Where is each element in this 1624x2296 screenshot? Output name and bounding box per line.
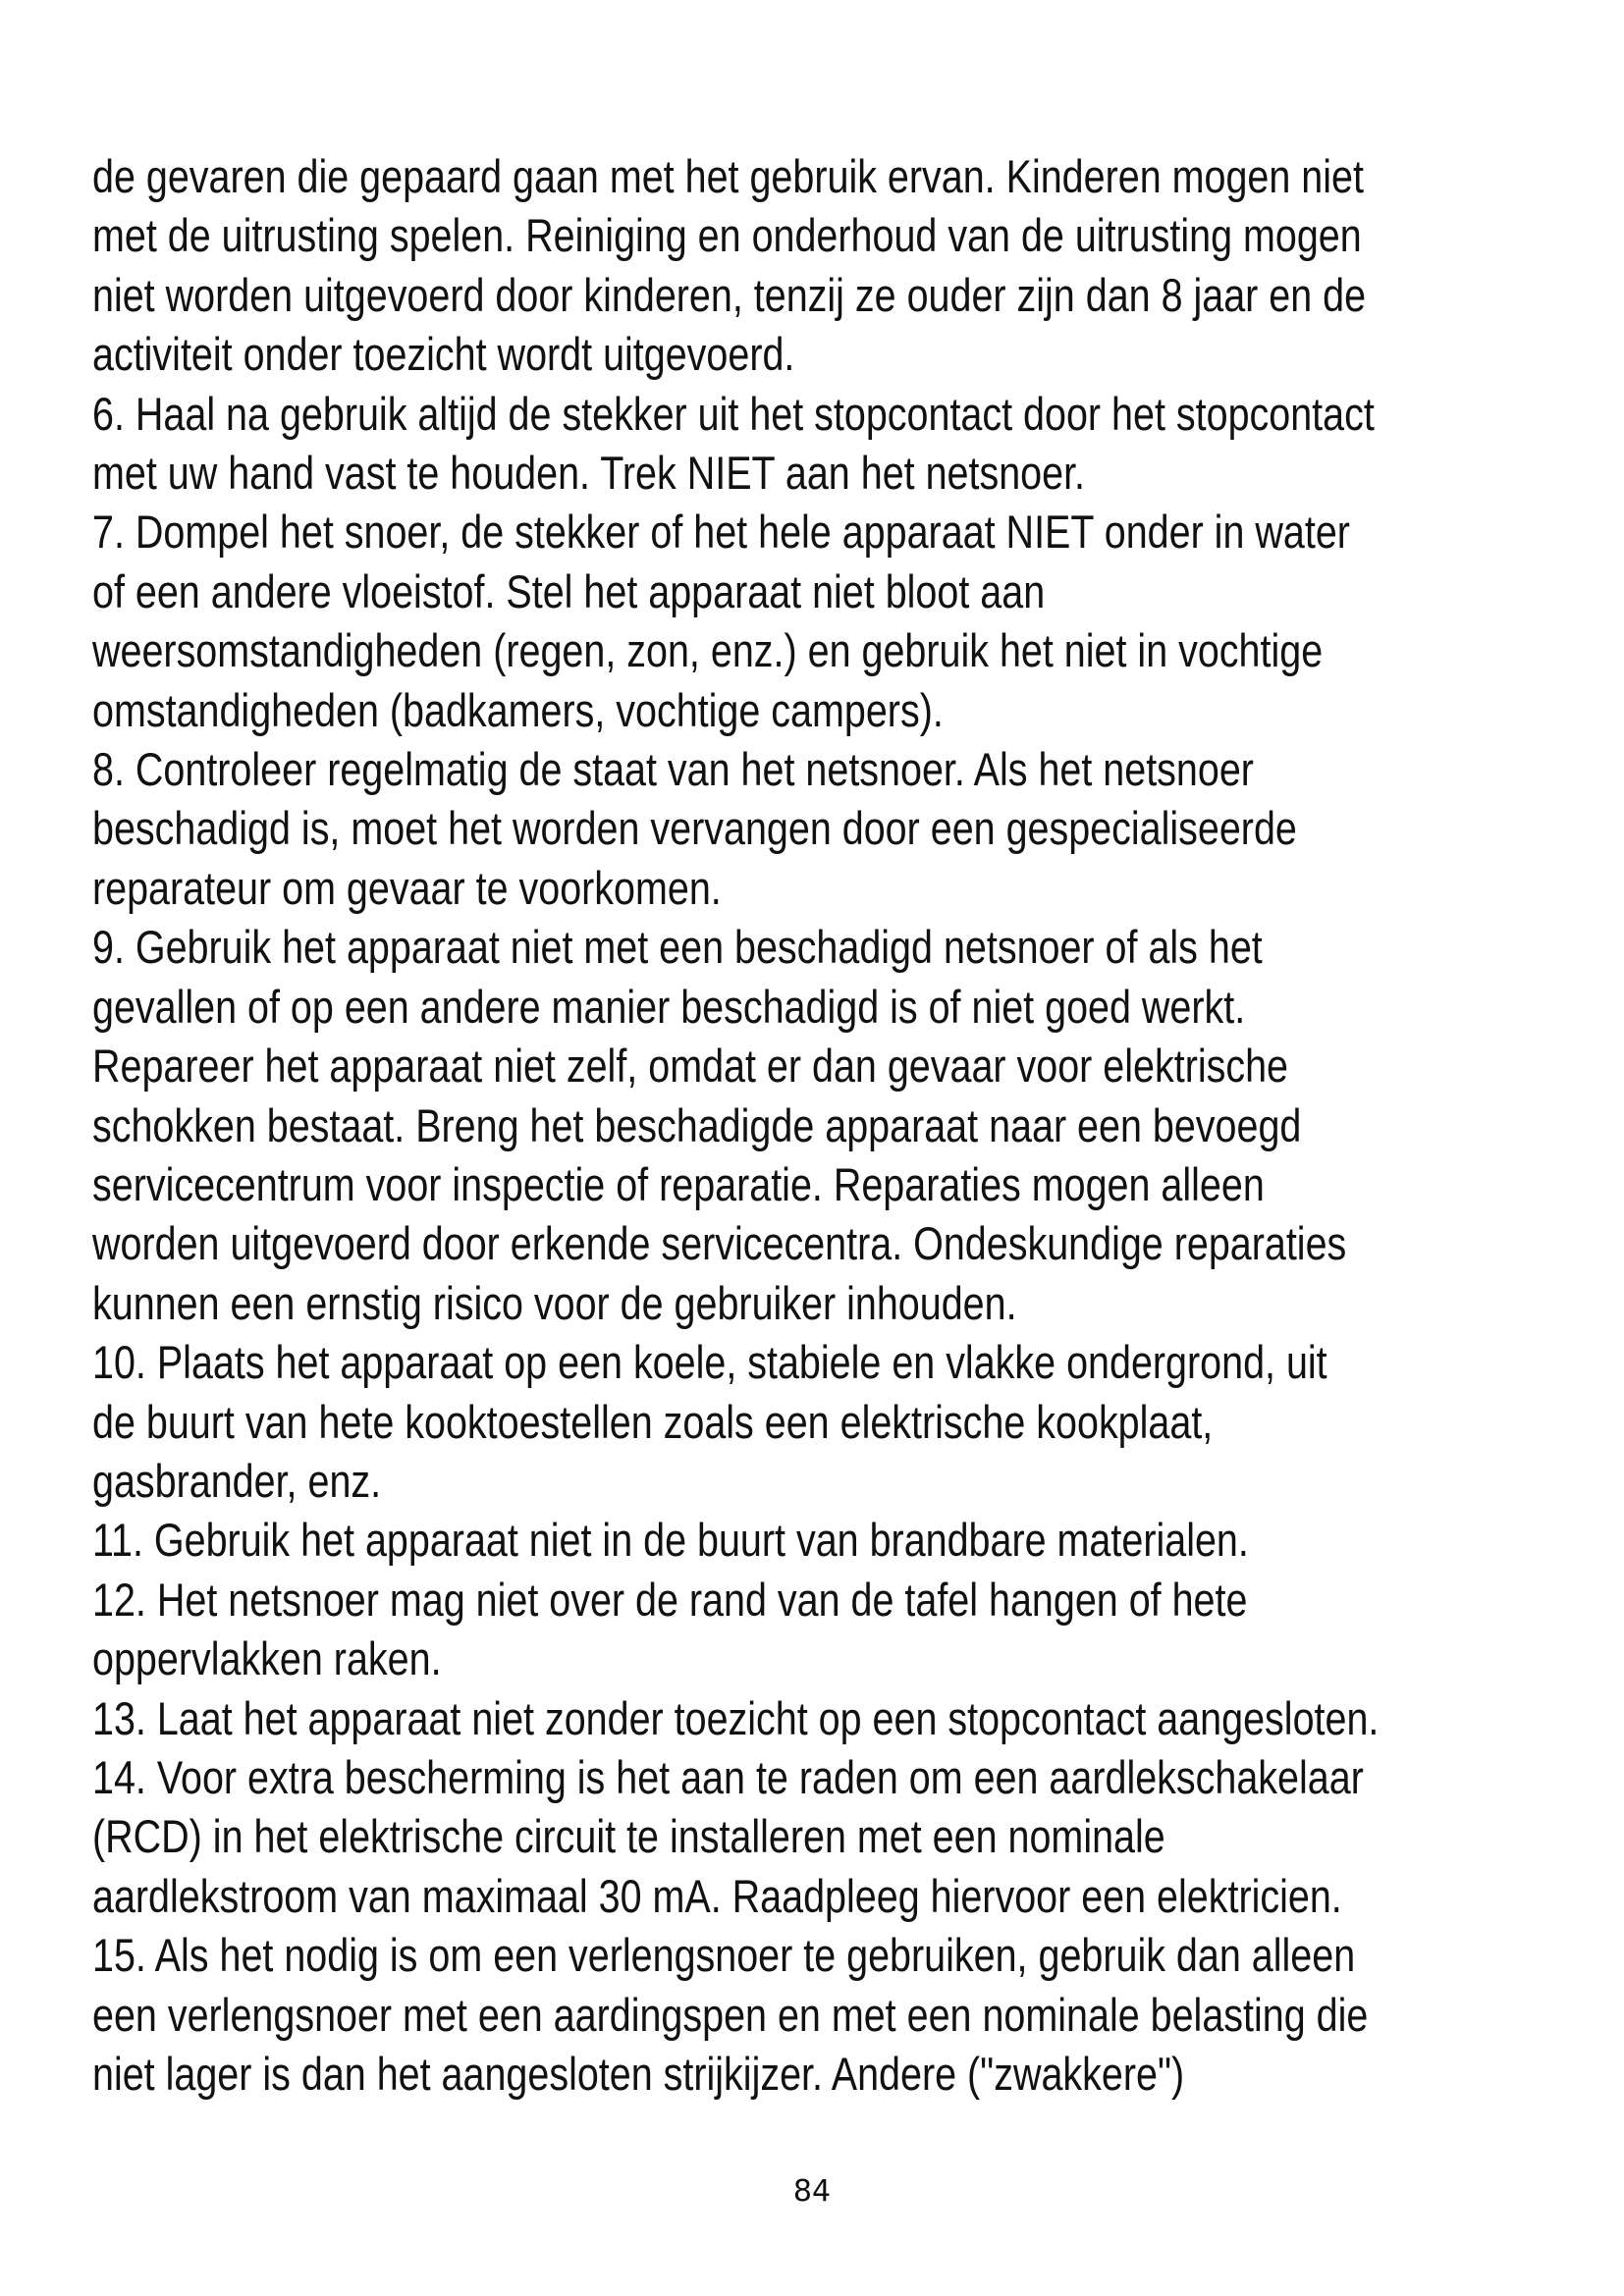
text-line: Repareer het apparaat niet zelf, omdat er dan gevaar voor elektrische: [92, 1040, 1289, 1093]
text-line: beschadigd is, moet het worden vervangen door een gespecialiseerde: [92, 802, 1297, 855]
text-line: 13. Laat het apparaat niet zonder toezicht op een stopcontact aangesloten.: [92, 1691, 1380, 1744]
text-line: oppervlakken raken.: [92, 1632, 442, 1685]
text-line: 14. Voor extra bescherming is het aan te raden om een aardlekschakelaar: [92, 1750, 1364, 1803]
text-line: kunnen een ernstig risico voor de gebruiker inhouden.: [92, 1276, 1017, 1329]
page-number: 84: [792, 2174, 832, 2209]
text-line: 9. Gebruik het apparaat niet met een beschadigd netsnoer of als het: [92, 921, 1263, 974]
text-line: gasbrander, enz.: [92, 1454, 382, 1507]
text-line: 8. Controleer regelmatig de staat van het netsnoer. Als het netsnoer: [92, 743, 1254, 796]
text-line: (RCD) in het elektrische circuit te installeren met een nominale: [92, 1810, 1165, 1863]
text-line: 12. Het netsnoer mag niet over de rand van de tafel hangen of hete: [92, 1573, 1248, 1626]
text-line: niet worden uitgevoerd door kinderen, tenzij ze ouder zijn dan 8 jaar en de: [92, 268, 1367, 321]
text-line: reparateur om gevaar te voorkomen.: [92, 861, 722, 914]
text-line: gevallen of op een andere manier beschadigd is of niet goed werkt.: [92, 980, 1246, 1033]
text-line: de buurt van hete kooktoestellen zoals een elektrische kookplaat,: [92, 1395, 1214, 1448]
text-line: aardlekstroom van maximaal 30 mA. Raadpleeg hiervoor een elektricien.: [92, 1869, 1342, 1922]
text-line: 10. Plaats het apparaat op een koele, stabiele en vlakke ondergrond, uit: [92, 1336, 1327, 1389]
text-line: een verlengsnoer met een aardingspen en met een nominale belasting die: [92, 1988, 1369, 2041]
text-line: weersomstandigheden (regen, zon, enz.) en gebruik het niet in vochtige: [92, 624, 1324, 677]
body-text: [92, 147, 1380, 2104]
text-line: 15. Als het nodig is om een verlengsnoer te gebruiken, gebruik dan alleen: [92, 1929, 1356, 1982]
text-line: de gevaren die gepaard gaan met het gebruik ervan. Kinderen mogen niet: [92, 150, 1364, 202]
text-line: omstandigheden (badkamers, vochtige campers).: [92, 683, 944, 736]
text-line: worden uitgevoerd door erkende servicecentra. Ondeskundige reparaties: [92, 1217, 1347, 1270]
text-line: activiteit onder toezicht wordt uitgevoerd.: [92, 328, 795, 381]
text-line: 7. Dompel het snoer, de stekker of het hele apparaat NIET onder in water: [92, 506, 1350, 559]
text-line: servicecentrum voor inspectie of reparatie. Reparaties mogen alleen: [92, 1157, 1265, 1210]
text-line: niet lager is dan het aangesloten strijkijzer. Andere ("zwakkere"): [92, 2048, 1185, 2100]
text-line: of een andere vloeistof. Stel het apparaat niet bloot aan: [92, 564, 1046, 617]
text-line: met uw hand vast te houden. Trek NIET aan het netsnoer.: [92, 447, 1086, 500]
text-line: 11. Gebruik het apparaat niet in de buurt van brandbare materialen.: [92, 1514, 1249, 1567]
text-line: met de uitrusting spelen. Reiniging en onderhoud van de uitrusting mogen: [92, 209, 1362, 262]
text-line: 6. Haal na gebruik altijd de stekker uit het stopcontact door het stopcontact: [92, 387, 1375, 440]
text-line: schokken bestaat. Breng het beschadigde apparaat naar een bevoegd: [92, 1098, 1302, 1151]
